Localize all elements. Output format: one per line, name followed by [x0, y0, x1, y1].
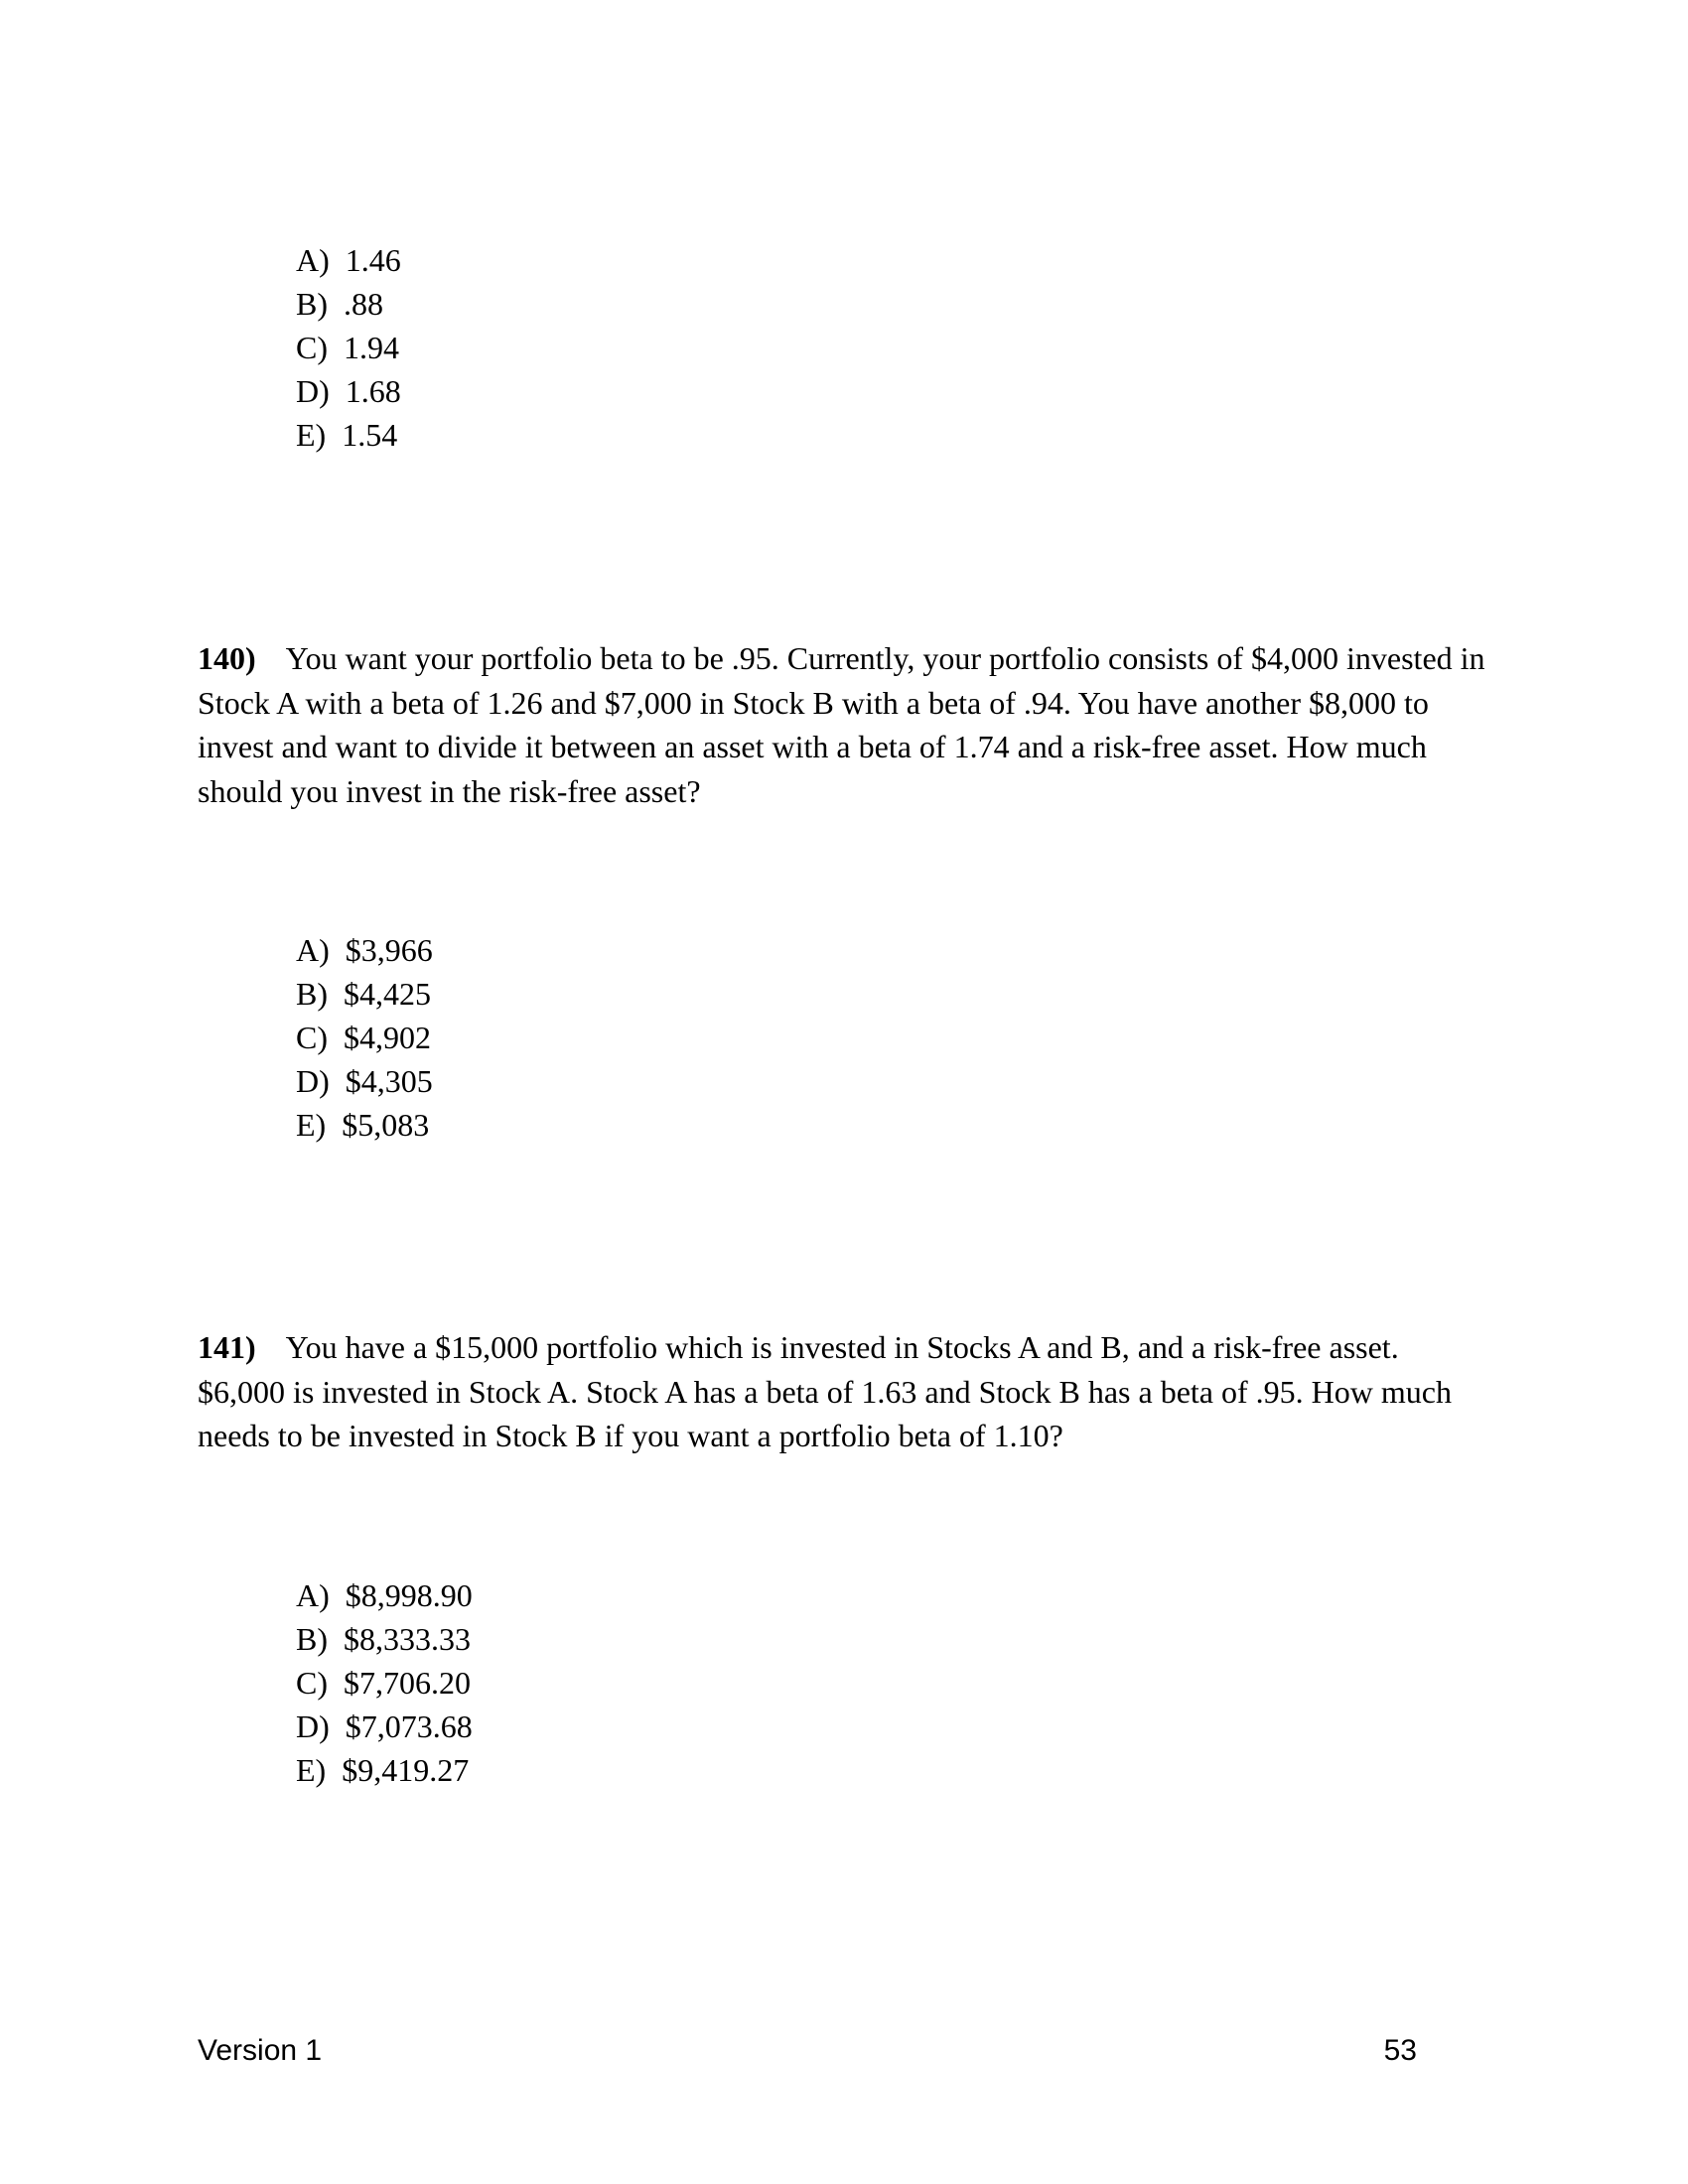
choice-value: $8,333.33 — [344, 1621, 471, 1657]
choice-letter: E) — [296, 1107, 327, 1143]
answer-choice-c — [296, 1661, 473, 1705]
answer-choice-a — [296, 928, 433, 972]
choice-value: $9,419.27 — [342, 1752, 470, 1788]
answer-choice-b — [296, 282, 401, 326]
choice-value: $7,073.68 — [345, 1708, 473, 1744]
answer-choice-d — [296, 1059, 433, 1103]
answer-choice-c — [296, 1016, 433, 1059]
answer-choices-140 — [296, 928, 433, 1147]
question-number: 141) — [198, 1329, 256, 1365]
answer-choice-b — [296, 972, 433, 1016]
answer-choices-141 — [296, 1573, 473, 1792]
choice-letter: D) — [296, 373, 330, 409]
choice-value: $3,966 — [345, 932, 433, 968]
answer-choice-d — [296, 1705, 473, 1748]
answer-choice-e — [296, 1748, 473, 1792]
answer-choice-e — [296, 413, 401, 457]
answer-choice-c — [296, 326, 401, 369]
question-141 — [198, 1325, 1488, 1458]
choice-letter: A) — [296, 1577, 330, 1613]
footer-page-number: 53 — [1383, 2034, 1417, 2067]
answer-choice-e — [296, 1103, 433, 1147]
answer-choices-prev — [296, 238, 401, 457]
answer-choice-d — [296, 369, 401, 413]
choice-value: $4,902 — [344, 1020, 431, 1055]
answer-choice-b — [296, 1617, 473, 1661]
choice-letter: A) — [296, 932, 330, 968]
choice-value: $4,425 — [344, 976, 431, 1012]
choice-value: $7,706.20 — [344, 1665, 471, 1701]
question-140 — [198, 636, 1488, 813]
choice-letter: B) — [296, 1621, 328, 1657]
choice-value: $8,998.90 — [345, 1577, 473, 1613]
choice-letter: C) — [296, 1665, 328, 1701]
choice-value: 1.94 — [344, 330, 399, 365]
choice-letter: A) — [296, 242, 330, 278]
question-text: You have a $15,000 portfolio which is invested in Stocks A and B, and a risk-free asset. $6,000 is invested in Stock A. Stock A has a beta of 1.63 and Stock B has a beta of .95. How much needs to be invested in Stock B if you want a portfolio beta of 1.10? — [198, 1329, 1452, 1453]
choice-letter: D) — [296, 1708, 330, 1744]
choice-letter: D) — [296, 1063, 330, 1099]
choice-value: 1.46 — [345, 242, 401, 278]
answer-choice-a — [296, 238, 401, 282]
choice-letter: E) — [296, 1752, 327, 1788]
choice-value: $4,305 — [345, 1063, 433, 1099]
choice-value: .88 — [344, 286, 383, 322]
choice-letter: B) — [296, 286, 328, 322]
choice-value: 1.68 — [345, 373, 401, 409]
answer-choice-a — [296, 1573, 473, 1617]
choice-letter: B) — [296, 976, 328, 1012]
footer-version: Version 1 — [198, 2034, 323, 2067]
choice-value: 1.54 — [342, 417, 398, 453]
question-text: You want your portfolio beta to be .95. Currently, your portfolio consists of $4,000 invested in Stock A with a beta of 1.26 and $7,000 in Stock B with a beta of .94. You have another $8,000 to invest and want to divide it between an asset with a beta of 1.74 and a risk-free asset. How much should you invest in the risk-free asset? — [198, 640, 1485, 809]
choice-letter: C) — [296, 330, 328, 365]
choice-value: $5,083 — [342, 1107, 430, 1143]
question-number: 140) — [198, 640, 256, 676]
choice-letter: E) — [296, 417, 327, 453]
choice-letter: C) — [296, 1020, 328, 1055]
